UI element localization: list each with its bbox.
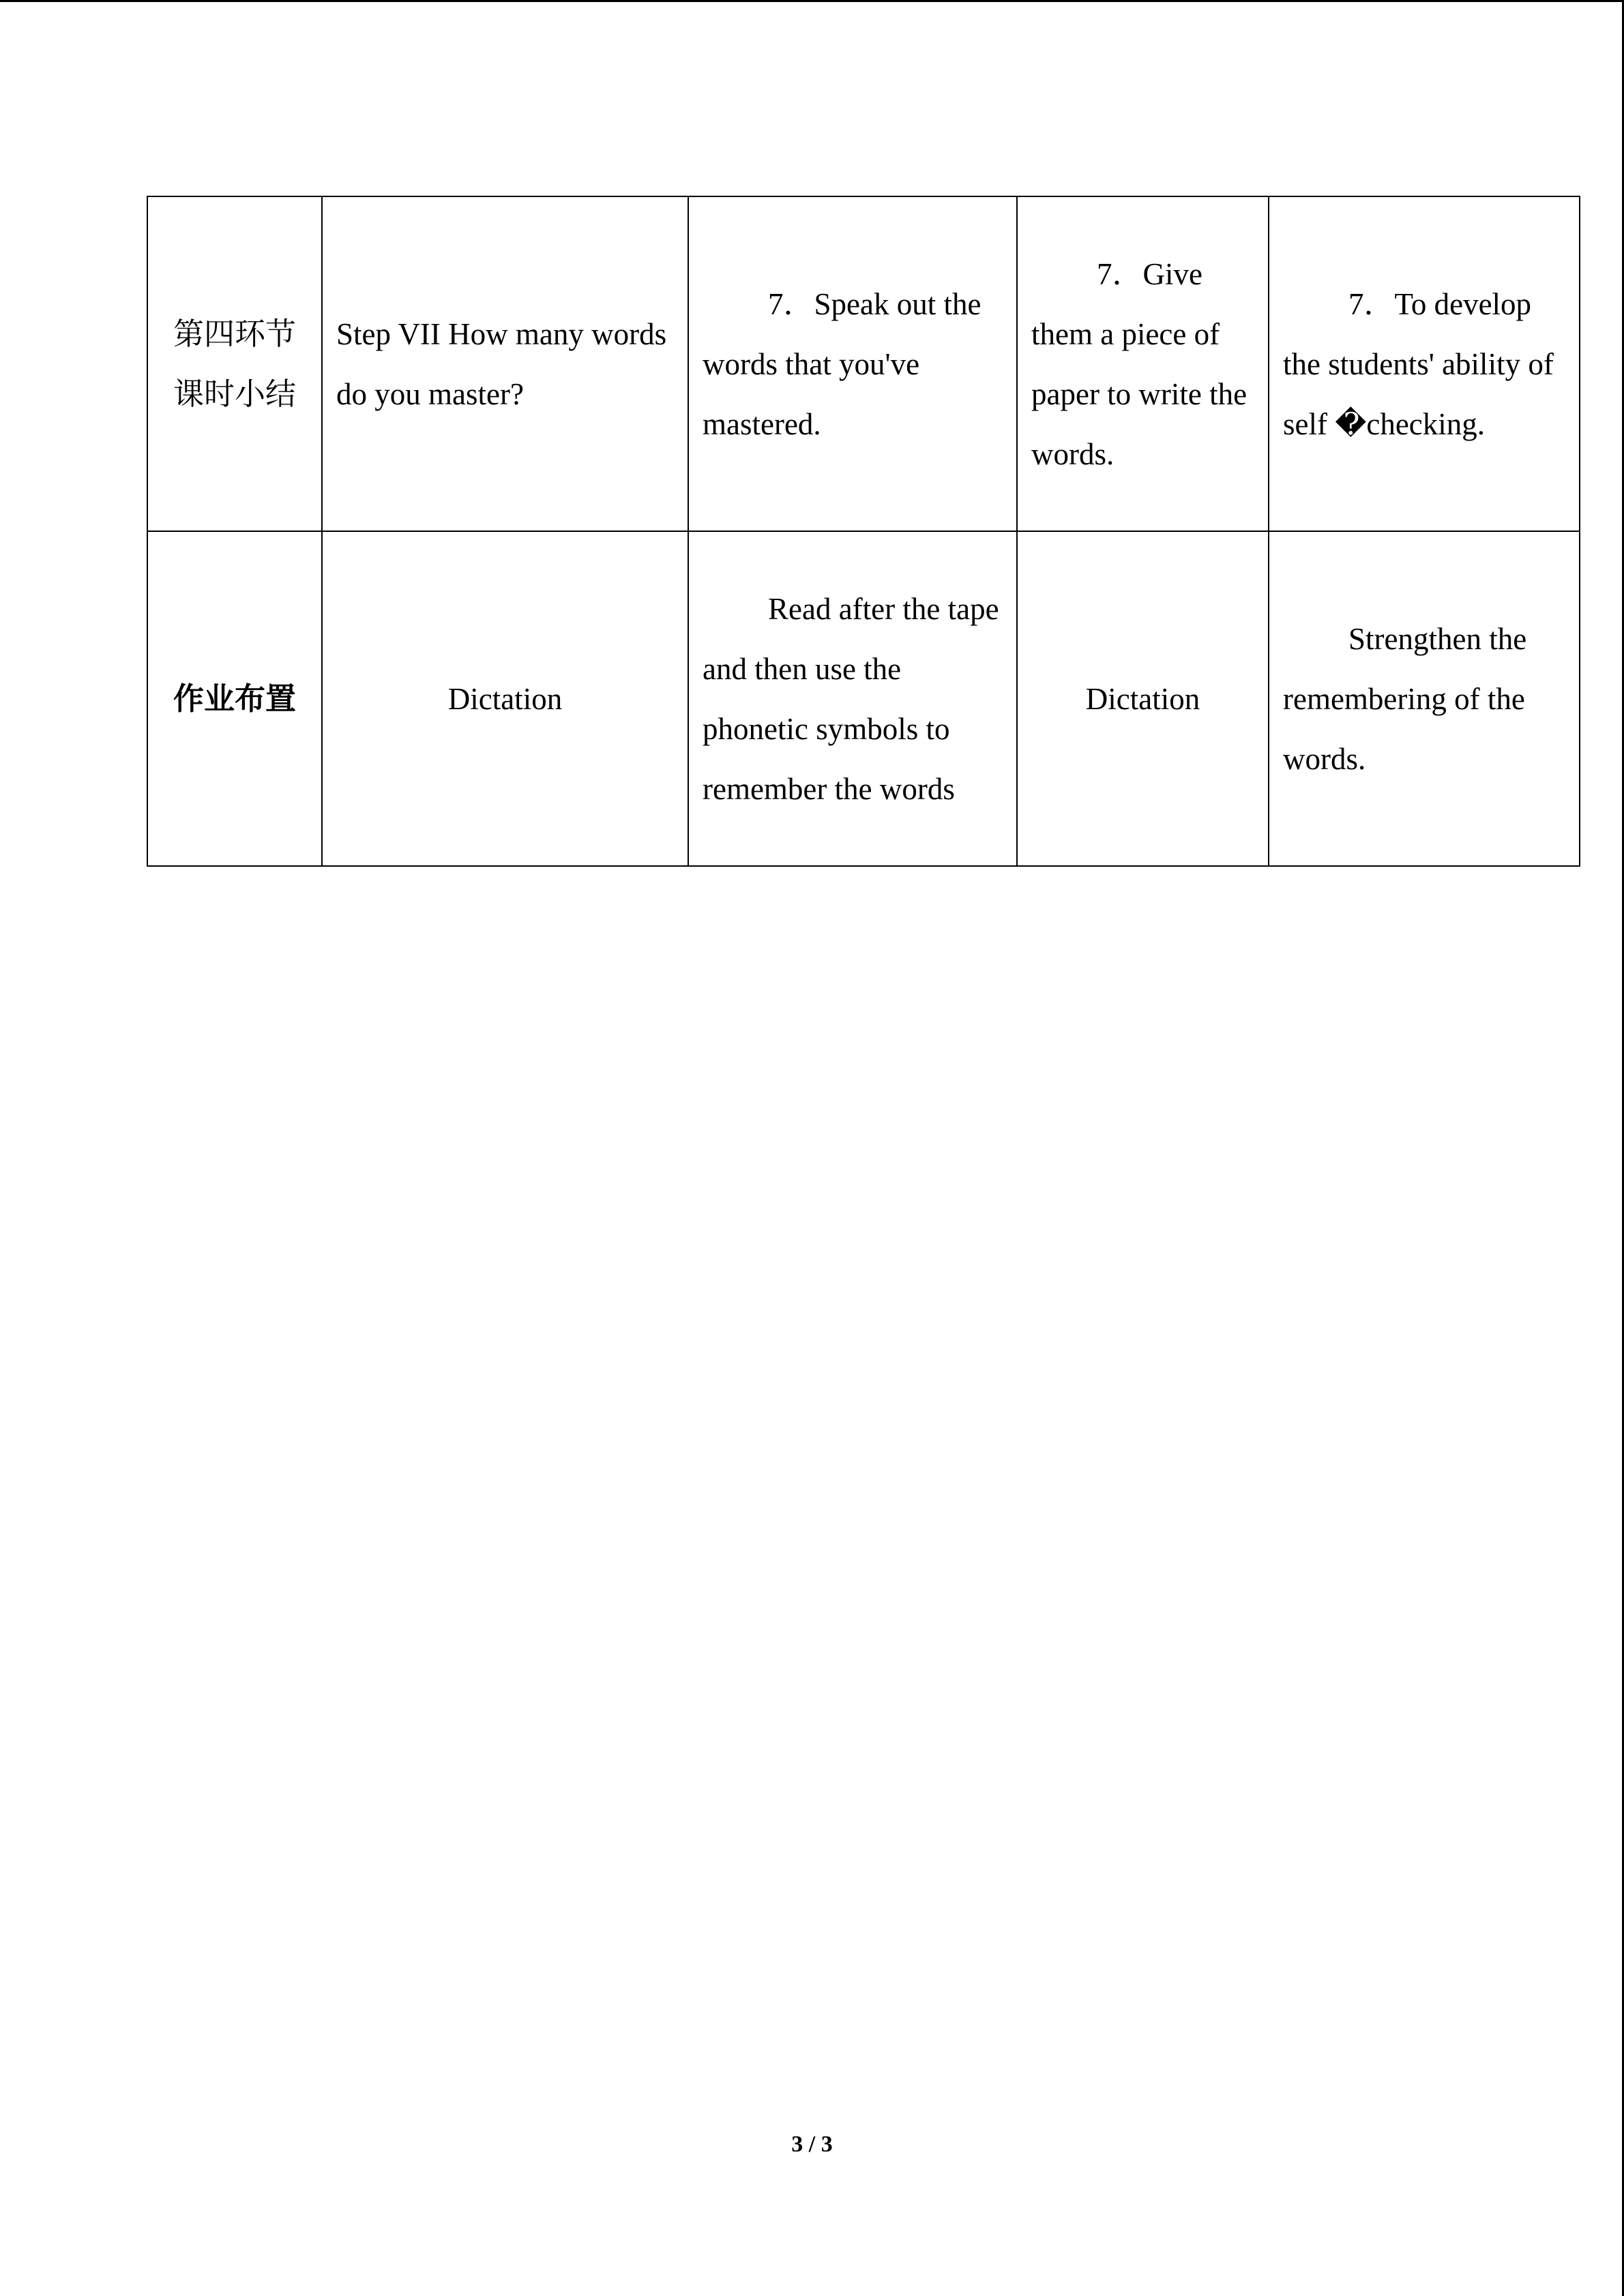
student-activity-cell: 7．Speak out the words that you've mastered. (688, 196, 1017, 531)
stage-cell: 第四环节课时小结 (147, 196, 322, 531)
student-activity-cell: Read after the tape and then use the phonetic symbols to remember the words (688, 531, 1017, 866)
page-top-border (0, 0, 1624, 2)
table-row (147, 196, 1580, 531)
purpose-cell: Strengthen the remembering of the words. (1269, 531, 1580, 866)
content-cell: Step VII How many words do you master? (322, 196, 688, 531)
content-cell: Dictation (322, 531, 688, 866)
stage-cell: 作业布置 (147, 531, 322, 866)
lesson-plan-table (147, 196, 1580, 867)
teacher-activity-cell: 7．Give them a piece of paper to write the words. (1017, 196, 1269, 531)
table-row (147, 531, 1580, 866)
purpose-cell: 7．To develop the students' ability of self �checking. (1269, 196, 1580, 531)
teacher-activity-cell: Dictation (1017, 531, 1269, 866)
page-number: 3 / 3 (791, 2132, 833, 2157)
